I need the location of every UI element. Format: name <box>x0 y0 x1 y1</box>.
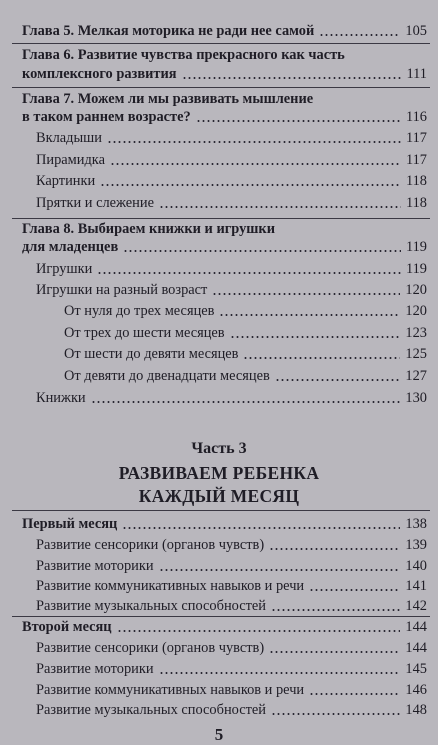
toc-entry-title-line1: Глава 8. Выбираем книжки и игрушки <box>22 221 276 237</box>
toc-subentry-page: 119 <box>405 261 427 277</box>
page-number: 5 <box>214 725 224 744</box>
toc-entry-page: 111 <box>406 66 427 82</box>
dot-leader <box>97 272 401 274</box>
dot-leader <box>159 206 401 208</box>
toc-subentry-page: 145 <box>405 661 427 677</box>
toc-entry-ch7 <box>0 107 438 127</box>
toc-subentry-page: 118 <box>405 173 427 189</box>
toc-subentry-page: 117 <box>405 152 427 168</box>
dot-leader <box>182 77 401 79</box>
toc-subentry <box>0 638 438 658</box>
toc-entry-title: Второй месяц <box>22 619 112 635</box>
part-label: Часть 3 <box>191 440 247 457</box>
dot-leader <box>243 357 400 359</box>
toc-subentry-label: Развитие сенсорики (органов чувств) <box>36 640 265 656</box>
toc-subentry-label: Пирамидка <box>36 152 105 168</box>
toc-entry-title-line1: Глава 7. Можем ли мы развивать мышление <box>22 91 314 107</box>
toc-subentry-label: Книжки <box>36 390 86 406</box>
toc-subentry <box>0 680 438 700</box>
toc-subentry-page: 127 <box>405 368 427 384</box>
toc-subentry <box>0 366 438 386</box>
toc-subentry-page: 120 <box>405 282 427 298</box>
toc-subentry <box>0 388 438 408</box>
toc-entry-title: Глава 5. Мелкая моторика не ради нее самой <box>22 23 315 39</box>
toc-subentry <box>0 193 438 213</box>
toc-subentry-label: От трех до шести месяцев <box>64 325 225 341</box>
toc-entry-title-line2: для младенцев <box>22 239 119 255</box>
toc-subentry-label: Развитие сенсорики (органов чувств) <box>36 537 265 553</box>
toc-subentry-page: 142 <box>405 598 427 614</box>
toc-subentry <box>0 535 438 555</box>
toc-subentry-page: 144 <box>405 640 427 656</box>
toc-entry-ch6 <box>0 64 438 84</box>
toc-subentry <box>0 659 438 679</box>
divider <box>12 510 430 511</box>
toc-subentry-label: Развитие моторики <box>36 558 154 574</box>
toc-subentry-label: Развитие коммуникативных навыков и речи <box>36 578 305 594</box>
toc-subentry <box>0 344 438 364</box>
toc-subentry <box>0 596 438 616</box>
dot-leader <box>319 34 400 36</box>
dot-leader <box>110 163 401 165</box>
toc-subentry-label: От шести до девяти месяцев <box>64 346 239 362</box>
dot-leader <box>309 693 400 695</box>
toc-subentry-page: 130 <box>405 390 427 406</box>
toc-subentry <box>0 556 438 576</box>
toc-subentry <box>0 171 438 191</box>
dot-leader <box>230 336 400 338</box>
dot-leader <box>196 120 401 122</box>
dot-leader <box>269 651 400 653</box>
toc-subentry-label: Картинки <box>36 173 96 189</box>
toc-subentry <box>0 301 438 321</box>
toc-subentry <box>0 128 438 148</box>
toc-subentry-page: 118 <box>405 195 427 211</box>
dot-leader <box>100 184 401 186</box>
toc-entry-page: 138 <box>405 516 427 532</box>
toc-subentry-page: 146 <box>405 682 427 698</box>
toc-subentry-label: Развитие музыкальных способностей <box>36 598 266 614</box>
toc-subentry-page: 117 <box>405 130 427 146</box>
dot-leader <box>269 548 400 550</box>
toc-entry-ch8 <box>0 237 438 257</box>
dot-leader <box>159 569 400 571</box>
toc-subentry-label: От нуля до трех месяцев <box>64 303 215 319</box>
dot-leader <box>122 527 400 529</box>
toc-entry-title-line2: комплексного развития <box>22 66 177 82</box>
toc-subentry-label: Развитие коммуникативных навыков и речи <box>36 682 305 698</box>
dot-leader <box>271 713 400 715</box>
toc-entry-title: Первый месяц <box>22 516 118 532</box>
toc-subentry <box>0 259 438 279</box>
dot-leader <box>107 141 401 143</box>
dot-leader <box>309 589 400 591</box>
toc-subentry <box>0 150 438 170</box>
toc-subentry-label: Развитие моторики <box>36 661 154 677</box>
dot-leader <box>271 609 400 611</box>
part-title-line2: КАЖДЫЙ МЕСЯЦ <box>138 486 300 506</box>
toc-subentry-page: 148 <box>405 702 427 718</box>
dot-leader <box>123 250 401 252</box>
toc-subentry-label: Вкладыши <box>36 130 102 146</box>
divider <box>12 43 430 44</box>
toc-subentry-label: Игрушки на разный возраст <box>36 282 208 298</box>
dot-leader <box>159 672 400 674</box>
toc-entry-page: 105 <box>405 23 427 39</box>
toc-subentry-page: 140 <box>405 558 427 574</box>
part-title-line1: РАЗВИВАЕМ РЕБЕНКА <box>118 463 320 483</box>
toc-entry-ch5 <box>0 21 438 41</box>
toc-subentry-label: Прятки и слежение <box>36 195 154 211</box>
toc-entry-page: 119 <box>405 239 427 255</box>
toc-subentry <box>0 280 438 300</box>
toc-subentry-page: 139 <box>405 537 427 553</box>
dot-leader <box>212 293 400 295</box>
dot-leader <box>219 314 400 316</box>
toc-entry-title-line2: в таком раннем возрасте? <box>22 109 191 125</box>
toc-entry-page: 144 <box>405 619 427 635</box>
toc-subentry-page: 141 <box>405 578 427 594</box>
toc-subentry <box>0 700 438 720</box>
toc-entry-month <box>0 617 438 637</box>
toc-subentry <box>0 576 438 596</box>
toc-subentry-label: Игрушки <box>36 261 93 277</box>
dot-leader <box>117 630 400 632</box>
toc-subentry-page: 120 <box>405 303 427 319</box>
toc-entry-page: 116 <box>405 109 427 125</box>
toc-entry-title-line1: Глава 6. Развитие чувства прекрасного как часть <box>22 47 345 63</box>
toc-subentry-label: Развитие музыкальных способностей <box>36 702 266 718</box>
toc-subentry-page: 125 <box>405 346 427 362</box>
toc-subentry <box>0 323 438 343</box>
divider <box>12 87 430 88</box>
dot-leader <box>275 379 400 381</box>
dot-leader <box>91 401 400 403</box>
toc-subentry-page: 123 <box>405 325 427 341</box>
toc-entry-month <box>0 514 438 534</box>
toc-subentry-label: От девяти до двенадцати месяцев <box>64 368 270 384</box>
